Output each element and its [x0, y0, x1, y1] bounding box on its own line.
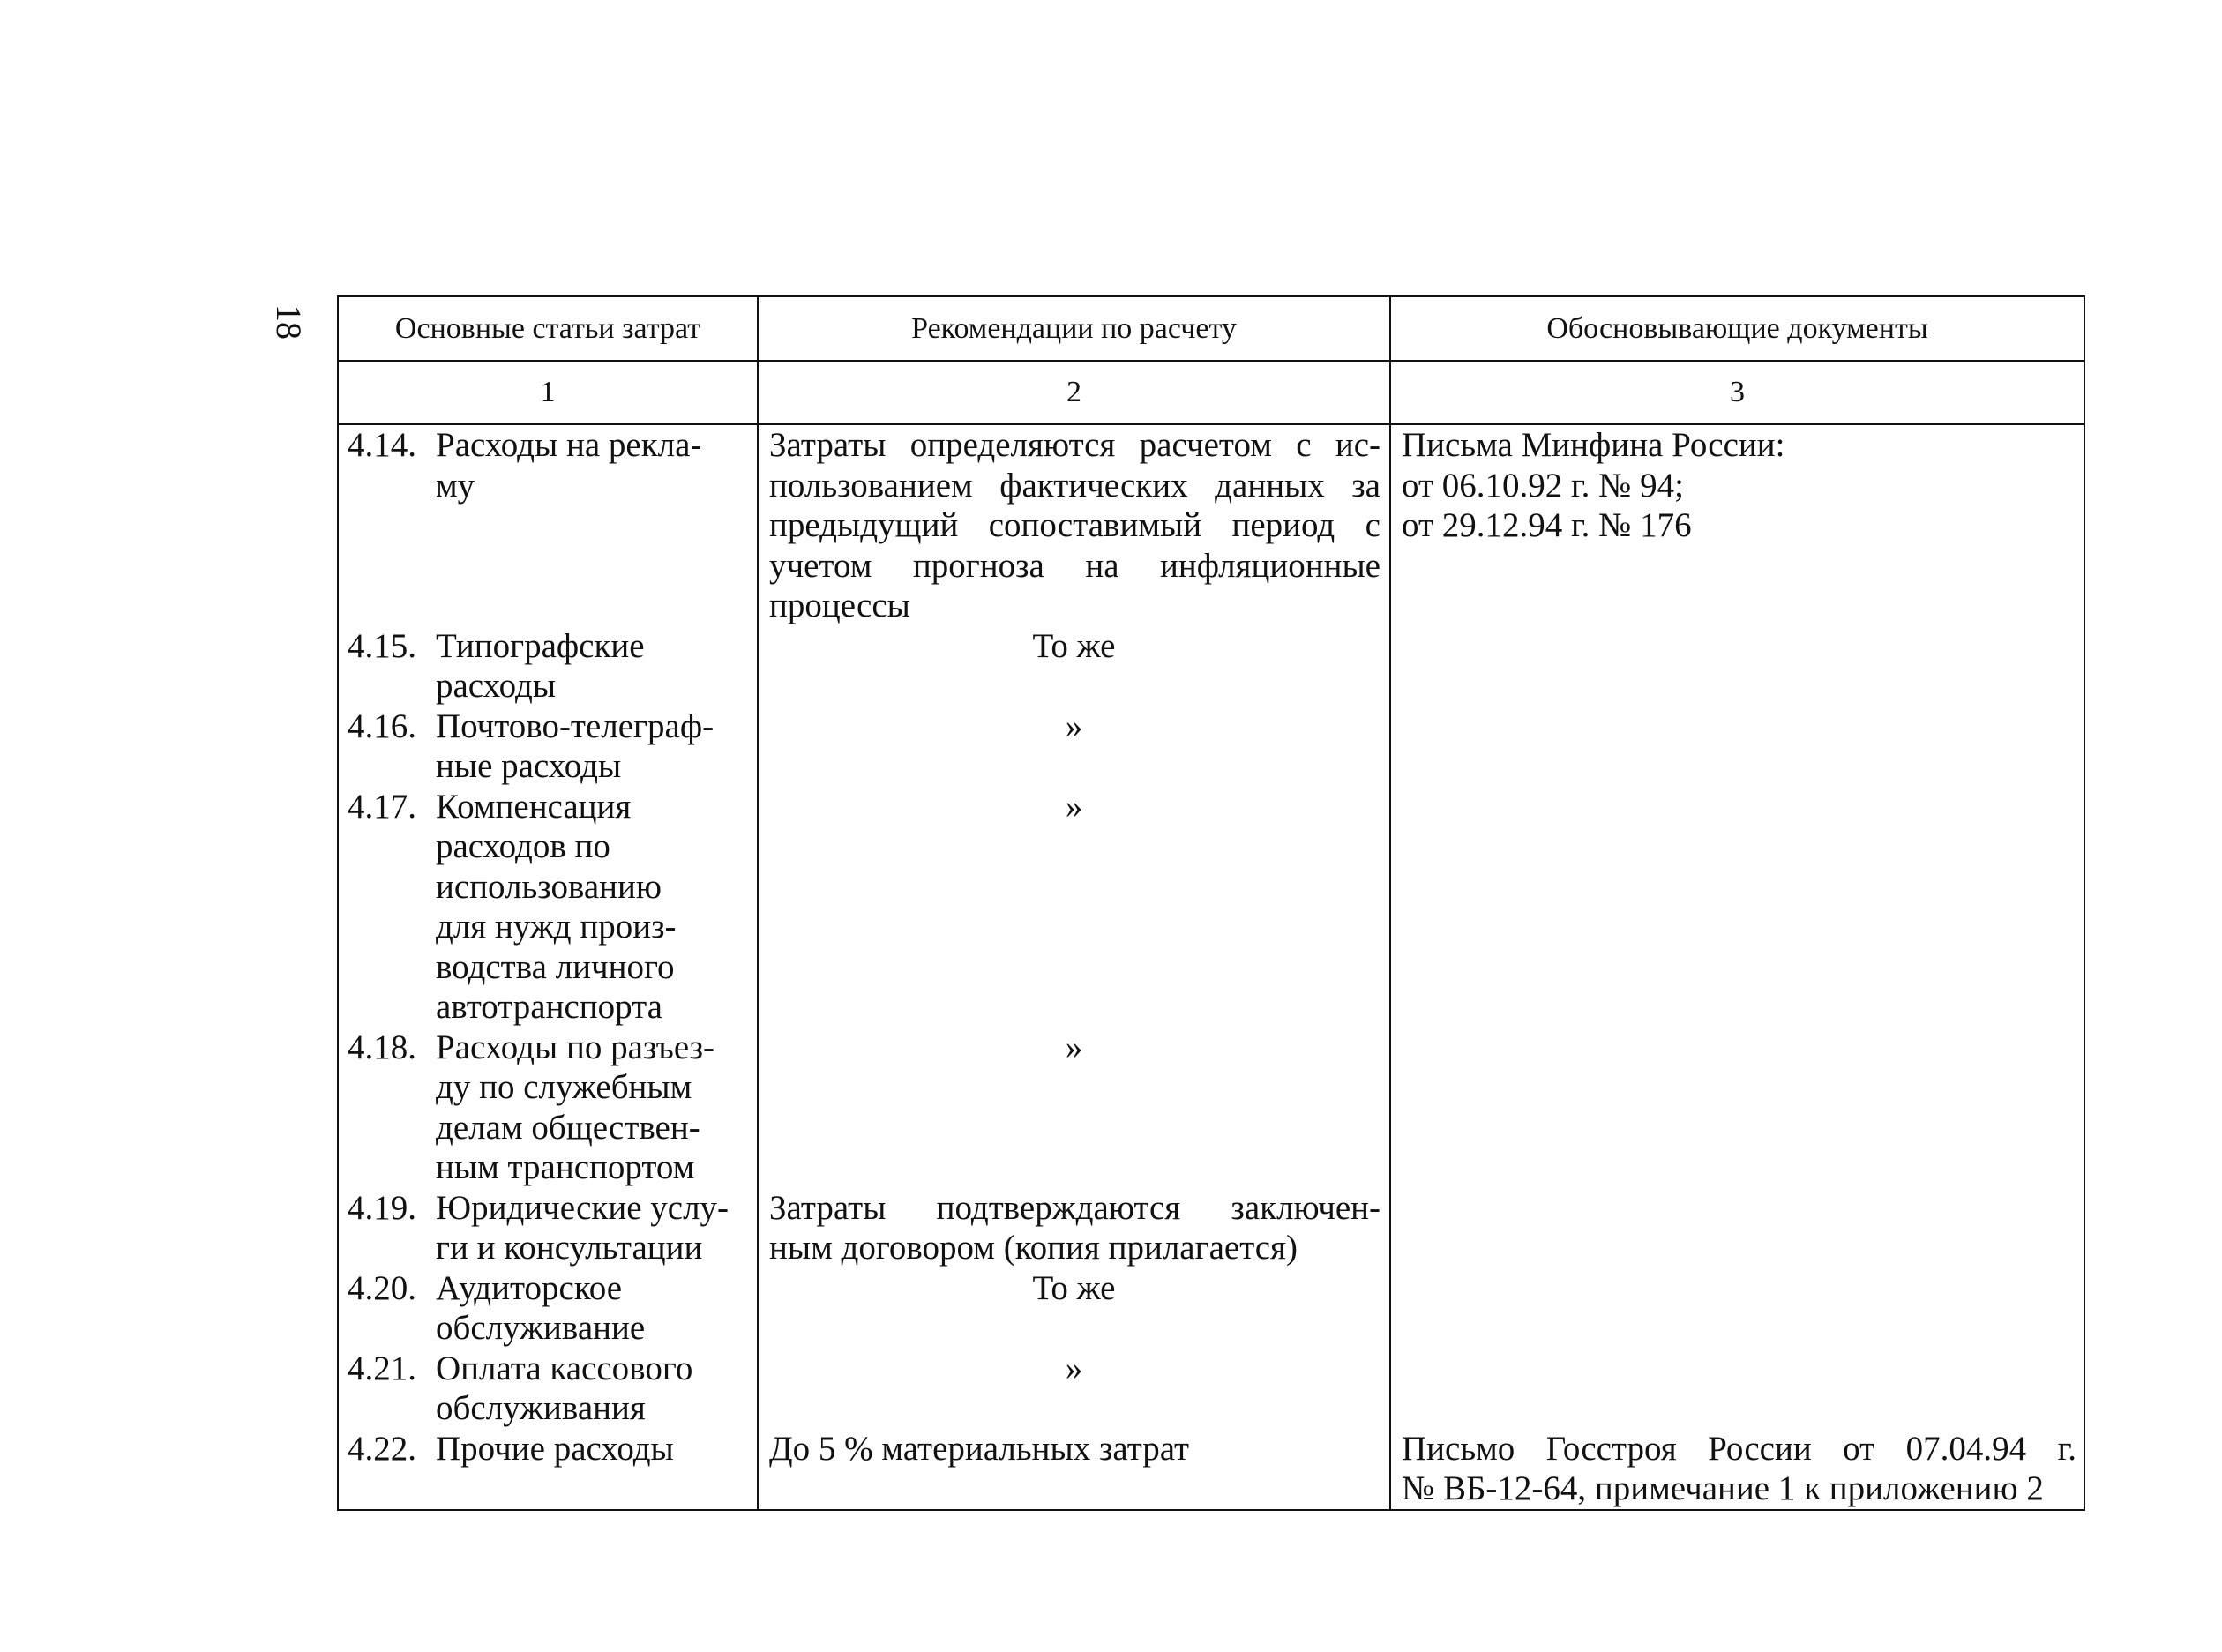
recommendation-line: ным договором (копия прилагается)	[769, 1229, 1298, 1267]
recommendation	[759, 706, 1389, 787]
document-line: № ВБ-12-64, примечание 1 к приложению 2	[1402, 1469, 2044, 1507]
cost-item-line: Расходы на рекла-	[436, 426, 702, 464]
cost-item	[339, 1188, 757, 1268]
cost-item	[339, 1429, 757, 1509]
justifying-documents	[1391, 1429, 2084, 1509]
cost-item-number: 4.21.	[348, 1349, 416, 1387]
cost-item-line: ги и консультации	[436, 1229, 703, 1267]
cost-item-name	[436, 1349, 757, 1429]
recommendation	[759, 425, 1389, 626]
column-number-3: 3	[1390, 361, 2084, 424]
justifying-documents	[1391, 1028, 2084, 1188]
recommendation-line: Затраты определяются расчетом с ис-	[769, 426, 1380, 464]
cost-item-name	[436, 1429, 757, 1509]
cost-item-number: 4.19.	[348, 1188, 416, 1227]
cost-item	[339, 706, 757, 787]
cost-item-line: Оплата кассового	[436, 1349, 693, 1387]
recommendation-line: учетом прогноза на инфляционные	[769, 546, 1380, 585]
cost-item-number: 4.14.	[348, 426, 416, 464]
cost-item-line: расходы	[436, 667, 557, 705]
document-line: от 06.10.92 г. № 94;	[1402, 466, 1684, 505]
cost-item	[339, 1028, 757, 1188]
recommendation-line: »	[1065, 706, 1083, 745]
justifying-documents	[1391, 626, 2084, 706]
cost-item-number: 4.18.	[348, 1028, 416, 1066]
cost-item-number: 4.22.	[348, 1429, 416, 1468]
cost-item-line: ду по служебным	[436, 1068, 692, 1106]
column-number-2: 2	[758, 361, 1390, 424]
cost-item-line: Расходы по разъез-	[436, 1028, 714, 1066]
cost-item-name	[436, 1268, 757, 1349]
cost-item-name	[436, 1188, 757, 1268]
cost-item-line: автотранспорта	[436, 988, 662, 1026]
recommendation-line: пользованием фактических данных за	[769, 466, 1380, 505]
cost-item-line: Аудиторское	[436, 1268, 623, 1307]
cost-item-line: Типографские	[436, 626, 645, 665]
recommendation-line: »	[1065, 1349, 1083, 1387]
cost-item-line: использованию	[436, 867, 662, 906]
cost-item	[339, 1268, 757, 1349]
cost-item-line: для нужд произ-	[436, 908, 677, 946]
document-line: Письмо Госстроя России от 07.04.94 г.	[1402, 1429, 2076, 1468]
body-row	[338, 424, 2084, 1510]
cost-items-column	[338, 424, 758, 1510]
recommendation-line: До 5 % материальных затрат	[769, 1429, 1190, 1468]
recommendation	[759, 1188, 1389, 1268]
recommendation	[759, 1349, 1389, 1429]
header-row	[338, 296, 2084, 361]
justifying-documents	[1391, 1349, 2084, 1429]
cost-item-name	[436, 787, 757, 1028]
cost-item-line: му	[436, 466, 475, 505]
cost-item-name	[436, 425, 757, 626]
justifying-documents	[1391, 1268, 2084, 1349]
cost-item-number: 4.16.	[348, 706, 416, 745]
cost-item	[339, 787, 757, 1028]
document-line: Письма Минфина России:	[1402, 426, 1785, 464]
cost-item-line: Компенсация	[436, 787, 632, 826]
cost-item-line: Почтово-телеграф-	[436, 706, 714, 745]
recommendation-line: Затраты подтверждаются заключен-	[769, 1188, 1380, 1227]
cost-item-number: 4.17.	[348, 787, 416, 826]
cost-item	[339, 626, 757, 706]
recommendation-line: »	[1065, 787, 1083, 826]
header-documents: Обосновывающие документы	[1390, 296, 2084, 361]
cost-items-table	[337, 295, 2085, 1511]
recommendation	[759, 626, 1389, 706]
cost-item-line: обслуживание	[436, 1309, 646, 1347]
justifying-documents	[1391, 787, 2084, 1028]
documents-column	[1390, 424, 2084, 1510]
recommendation-line: То же	[1032, 1268, 1116, 1307]
cost-item-line: Юридические услу-	[436, 1188, 729, 1227]
recommendation	[759, 1028, 1389, 1188]
cost-item-line: делам обществен-	[436, 1108, 700, 1147]
recommendation	[759, 1429, 1389, 1509]
column-number-1: 1	[338, 361, 758, 424]
recommendation-line: процессы	[769, 587, 910, 624]
document-line: от 29.12.94 г. № 176	[1402, 506, 1692, 544]
cost-item-name	[436, 626, 757, 706]
header-cost-items: Основные статьи затрат	[338, 296, 758, 361]
recommendation-line: То же	[1032, 626, 1116, 665]
recommendation	[759, 787, 1389, 1028]
cost-item-line: расходов по	[436, 827, 610, 865]
recommendation	[759, 1268, 1389, 1349]
cost-item-name	[436, 1028, 757, 1188]
cost-item-line: Прочие расходы	[436, 1429, 674, 1468]
cost-item-line: водства личного	[436, 947, 675, 986]
cost-item-number: 4.15.	[348, 626, 416, 665]
page-number: 18	[269, 304, 309, 340]
justifying-documents	[1391, 1188, 2084, 1268]
recommendations-column	[758, 424, 1390, 1510]
cost-item-line: обслуживания	[436, 1389, 646, 1427]
column-number-row	[338, 361, 2084, 424]
justifying-documents	[1391, 425, 2084, 626]
cost-item-line: ным транспортом	[436, 1148, 695, 1186]
recommendation-line: »	[1065, 1028, 1083, 1066]
cost-item-line: ные расходы	[436, 747, 622, 785]
cost-item-name	[436, 706, 757, 787]
justifying-documents	[1391, 706, 2084, 787]
header-recommendations: Рекомендации по расчету	[758, 296, 1390, 361]
cost-item	[339, 425, 757, 626]
recommendation-line: предыдущий сопоставимый период с	[769, 506, 1380, 544]
cost-item-number: 4.20.	[348, 1268, 416, 1307]
cost-item	[339, 1349, 757, 1429]
